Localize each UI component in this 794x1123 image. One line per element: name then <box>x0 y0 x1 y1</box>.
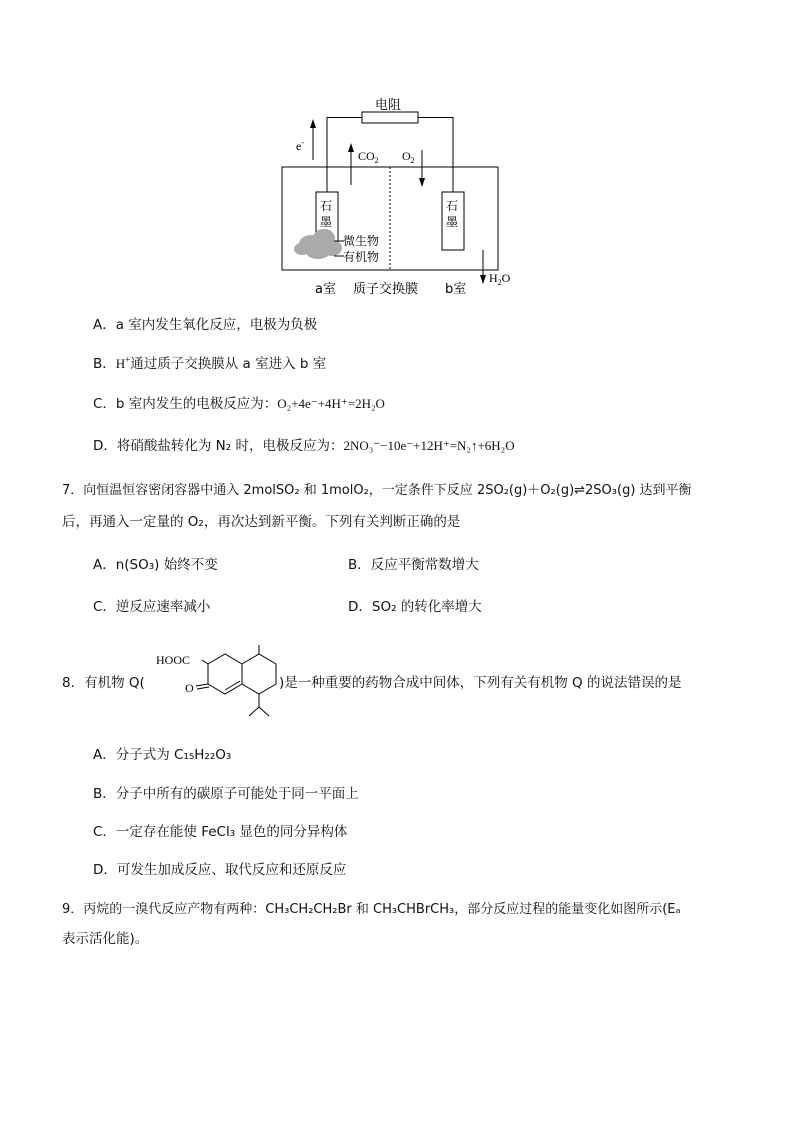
q7-stem-line2: 后，再通入一定量的 O₂，再次达到新平衡。下列有关判断正确的是 <box>62 514 461 530</box>
carbonyl-o-label: O <box>185 681 194 695</box>
room-b-label: b室 <box>445 282 467 297</box>
resistor <box>362 112 418 123</box>
q6-option-d: D．将硝酸盐转化为 N₂ 时，电极反应为：2NO₃⁻−10e⁻+12H⁺=N₂↑+6H₂O <box>93 438 515 454</box>
q8-stem-prefix: 8．有机物 Q( <box>62 675 145 691</box>
water-label: $H_2O$ <box>489 271 511 287</box>
co2-label: $CO_2$ <box>358 149 379 165</box>
co2-arrow-icon <box>348 143 354 152</box>
o2-arrow-icon <box>419 178 425 187</box>
electron-arrow-icon <box>310 119 316 128</box>
q9-stem-line2: 表示活化能)。 <box>62 931 149 947</box>
q8-option-b: B．分子中所有的碳原子可能处于同一平面上 <box>93 786 359 802</box>
water-arrow-icon <box>480 275 486 284</box>
membrane-label: 质子交换膜 <box>353 282 419 297</box>
organic-label: 有机物 <box>343 250 380 264</box>
electrode-left-label: 石墨 <box>320 199 333 229</box>
q8-option-d: D．可发生加成反应、取代反应和还原反应 <box>93 862 347 878</box>
q8-option-a: A．分子式为 C₁₅H₂₂O₃ <box>93 747 232 763</box>
q7-option-b: B．反应平衡常数增大 <box>348 557 479 573</box>
q8-stem-suffix: )是一种重要的药物合成中间体，下列有关有机物 Q 的说法错误的是 <box>279 675 682 691</box>
q6-option-c: C．b 室内发生的电极反应为：O₂+4e⁻+4H⁺=2H₂O <box>93 396 385 412</box>
hooc-label: HOOC <box>156 653 191 667</box>
q7-option-a: A．n(SO₃) 始终不变 <box>93 557 218 573</box>
cell-diagram <box>0 0 794 300</box>
q7-option-d: D．SO₂ 的转化率增大 <box>348 599 482 615</box>
q8-structure <box>152 645 282 725</box>
q7-option-c: C．逆反应速率减小 <box>93 599 211 615</box>
resistor-label: 电阻 <box>375 98 402 113</box>
wire-left <box>327 118 362 193</box>
microbe-label: 微生物 <box>343 234 380 248</box>
electron-label: e- <box>296 138 304 153</box>
q7-stem-line1: 7．向恒温恒容密闭容器中通入 2molSO₂ 和 1molO₂，一定条件下反应 2SO₂(g)＋O₂(g)⇌2SO₃(g) 达到平衡 <box>62 483 692 498</box>
q9-stem-line1: 9．丙烷的一溴代反应产物有两种：CH₃CH₂CH₂Br 和 CH₃CHBrCH₃，部分反应过程的能量变化如图所示(Eₐ <box>62 902 681 917</box>
o2-label: $O_2$ <box>402 149 415 165</box>
room-a-label: a室 <box>315 282 336 297</box>
q8-option-c: C．一定存在能使 FeCl₃ 显色的同分异构体 <box>93 824 348 840</box>
q6-option-b: B．H+通过质子交换膜从 a 室进入 b 室 <box>93 354 327 372</box>
q6-option-a: A．a 室内发生氧化反应，电极为负极 <box>93 317 318 333</box>
electrode-right-label: 石墨 <box>446 199 459 229</box>
